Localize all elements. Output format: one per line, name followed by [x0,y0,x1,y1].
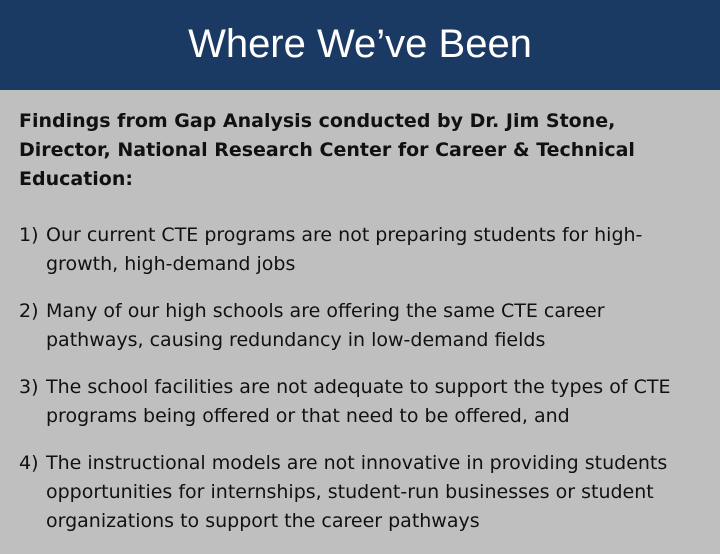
finding-text: The school facilities are not adequate to support the types of CTE programs being offered or that need to be offered, and [46,376,671,427]
finding-number: 4) [19,452,39,474]
slide-content [19,107,694,554]
finding-text: Many of our high schools are offering the same CTE career pathways, causing redundancy in low-demand fields [46,300,605,351]
findings-list [19,221,694,536]
slide-title: Where We’ve Been [188,22,532,66]
finding-number: 3) [19,376,39,398]
intro-text: Findings from Gap Analysis conducted by Dr. Jim Stone, Director, National Research Center for Career & Technical Education: [19,110,635,190]
finding-item [19,373,694,431]
finding-item [19,297,694,355]
finding-item [19,449,694,536]
finding-text: Our current CTE programs are not preparing students for high-growth, high-demand jobs [46,224,643,275]
title-bar [0,0,720,90]
finding-text: The instructional models are not innovative in providing students opportunities for internships, student-run businesses or student organizations to support the career pathways [46,452,668,532]
finding-number: 2) [19,300,39,322]
finding-item [19,221,694,279]
finding-number: 1) [19,224,39,246]
